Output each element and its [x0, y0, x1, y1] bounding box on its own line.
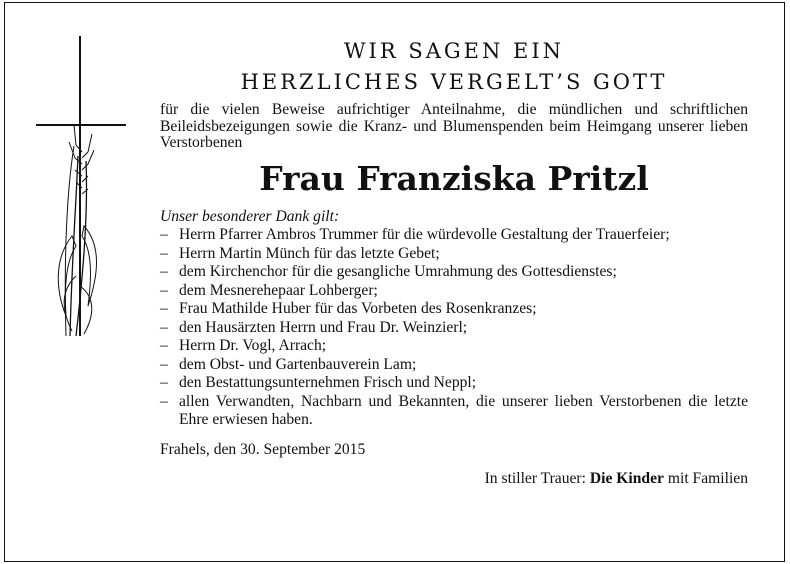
list-item	[160, 263, 748, 282]
list-item	[160, 245, 748, 264]
list-dash: –	[160, 244, 168, 262]
list-dash: –	[160, 281, 168, 299]
headline-line-2: HERZLICHES VERGELT’S GOTT	[240, 70, 668, 94]
list-dash: –	[160, 337, 168, 354]
list-item-text: allen Verwandten, Nachbarn und Bekannten, die unserer lieben Verstorbenen die letzte Ehre erwiesen haben.	[179, 392, 748, 428]
list-dash: –	[160, 300, 168, 317]
list-dash: –	[160, 392, 168, 410]
list-dash: –	[160, 374, 168, 391]
list-item-text: dem Mesnerehepaar Lohberger;	[179, 281, 378, 299]
list-dash: –	[160, 263, 168, 280]
signature-prefix: In stiller Trauer:	[484, 470, 586, 487]
list-dash: –	[160, 226, 168, 243]
list-item-text: dem Obst- und Gartenbauverein Lam;	[179, 355, 417, 373]
notice-content	[160, 36, 748, 489]
list-item-text: den Bestattungsunternehmen Frisch und Neppl;	[179, 374, 477, 391]
list-item	[160, 393, 748, 430]
cross-with-wheat-icon	[36, 36, 132, 336]
headline-line-1: WIR SAGEN EIN	[343, 39, 565, 63]
list-item-text: Frau Mathilde Huber für das Vorbeten des Rosenkranzes;	[179, 300, 537, 317]
signature	[160, 470, 748, 489]
signature-name: Die Kinder	[589, 470, 664, 487]
thanks-list	[160, 226, 748, 430]
list-item	[160, 282, 748, 301]
list-dash: –	[160, 355, 168, 373]
headline	[160, 36, 748, 98]
thanks-heading: Unser besonderer Dank gilt:	[160, 207, 340, 225]
list-item-text: den Hausärzten Herrn und Frau Dr. Weinzierl;	[179, 318, 468, 336]
list-item	[160, 319, 748, 338]
intro-text: für die vielen Beweise aufrichtiger Anteilnahme, die mündlichen und schriftlichen Beileidsbezeigungen sowie die Kranz- und Blumenspenden beim Heimgang unserer lieben Verstorbenen	[160, 101, 748, 151]
deceased-name: Frau Franziska Pritzl	[259, 158, 649, 198]
place-date: Frahels, den 30. September 2015	[160, 440, 366, 458]
list-item-text: Herrn Dr. Vogl, Arrach;	[179, 337, 327, 354]
list-item-text: dem Kirchenchor für die gesangliche Umrahmung des Gottesdienstes;	[179, 263, 617, 280]
list-item	[160, 356, 748, 375]
list-item	[160, 300, 748, 319]
list-item	[160, 226, 748, 245]
list-item	[160, 374, 748, 393]
list-item	[160, 337, 748, 356]
list-item-text: Herrn Pfarrer Ambros Trummer für die würdevolle Gestaltung der Trauerfeier;	[179, 226, 670, 243]
list-dash: –	[160, 318, 168, 336]
signature-suffix: mit Familien	[667, 470, 748, 487]
list-item-text: Herrn Martin Münch für das letzte Gebet;	[179, 244, 440, 262]
